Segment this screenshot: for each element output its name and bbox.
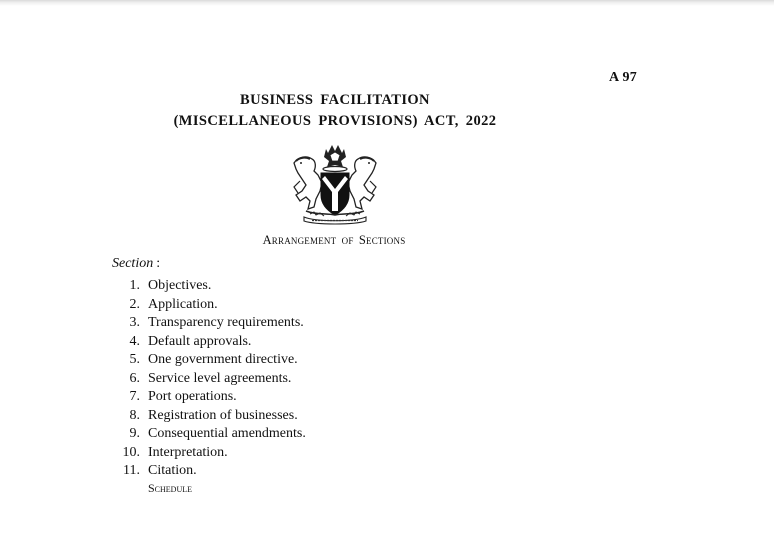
section-number: 6. <box>129 370 140 386</box>
section-item <box>112 314 306 333</box>
section-number: 3. <box>129 315 140 330</box>
section-item <box>112 351 306 370</box>
section-item <box>112 333 306 352</box>
section-item <box>112 296 306 315</box>
section-number: 10. <box>122 444 140 460</box>
section-title: Interpretation. <box>148 444 228 460</box>
act-title-line-1: BUSINESS FACILITATION <box>240 92 430 108</box>
section-item <box>112 444 306 463</box>
section-title: Citation. <box>148 463 197 478</box>
section-title: Objectives. <box>148 278 212 293</box>
section-label <box>112 256 160 272</box>
section-item <box>112 370 306 389</box>
section-number: 11. <box>123 463 140 478</box>
section-number: 2. <box>129 296 140 312</box>
section-title: Consequential amendments. <box>148 426 306 441</box>
section-item <box>112 462 306 481</box>
section-title: One government directive. <box>148 352 298 367</box>
section-number: 8. <box>129 407 140 423</box>
section-item <box>112 407 306 426</box>
viewer-top-edge <box>0 0 774 6</box>
arrangement-of-sections-heading: Arrangement of Sections <box>262 233 406 247</box>
section-label-colon: : <box>156 256 161 271</box>
section-title: Default approvals. <box>148 333 252 349</box>
section-item <box>112 388 306 407</box>
section-item <box>112 277 306 296</box>
section-title: Port operations. <box>148 389 237 404</box>
section-item <box>112 425 306 444</box>
section-number: 7. <box>129 389 140 404</box>
section-title: Transparency requirements. <box>148 315 304 330</box>
section-number: 1. <box>129 278 140 293</box>
section-title: Service level agreements. <box>148 370 292 386</box>
act-title-line-2: (MISCELLANEOUS PROVISIONS) ACT, 2022 <box>173 113 497 129</box>
section-number: 5. <box>129 352 140 367</box>
coat-of-arms-icon <box>286 143 384 225</box>
sections-list <box>112 277 306 481</box>
section-title: Registration of businesses. <box>148 407 298 423</box>
section-number: 4. <box>129 333 140 349</box>
page-number: A 97 <box>609 70 638 85</box>
schedule-label: Schedule <box>148 481 193 495</box>
section-title: Application. <box>148 296 218 312</box>
section-number: 9. <box>129 426 140 441</box>
section-label-text: Section <box>112 256 154 271</box>
